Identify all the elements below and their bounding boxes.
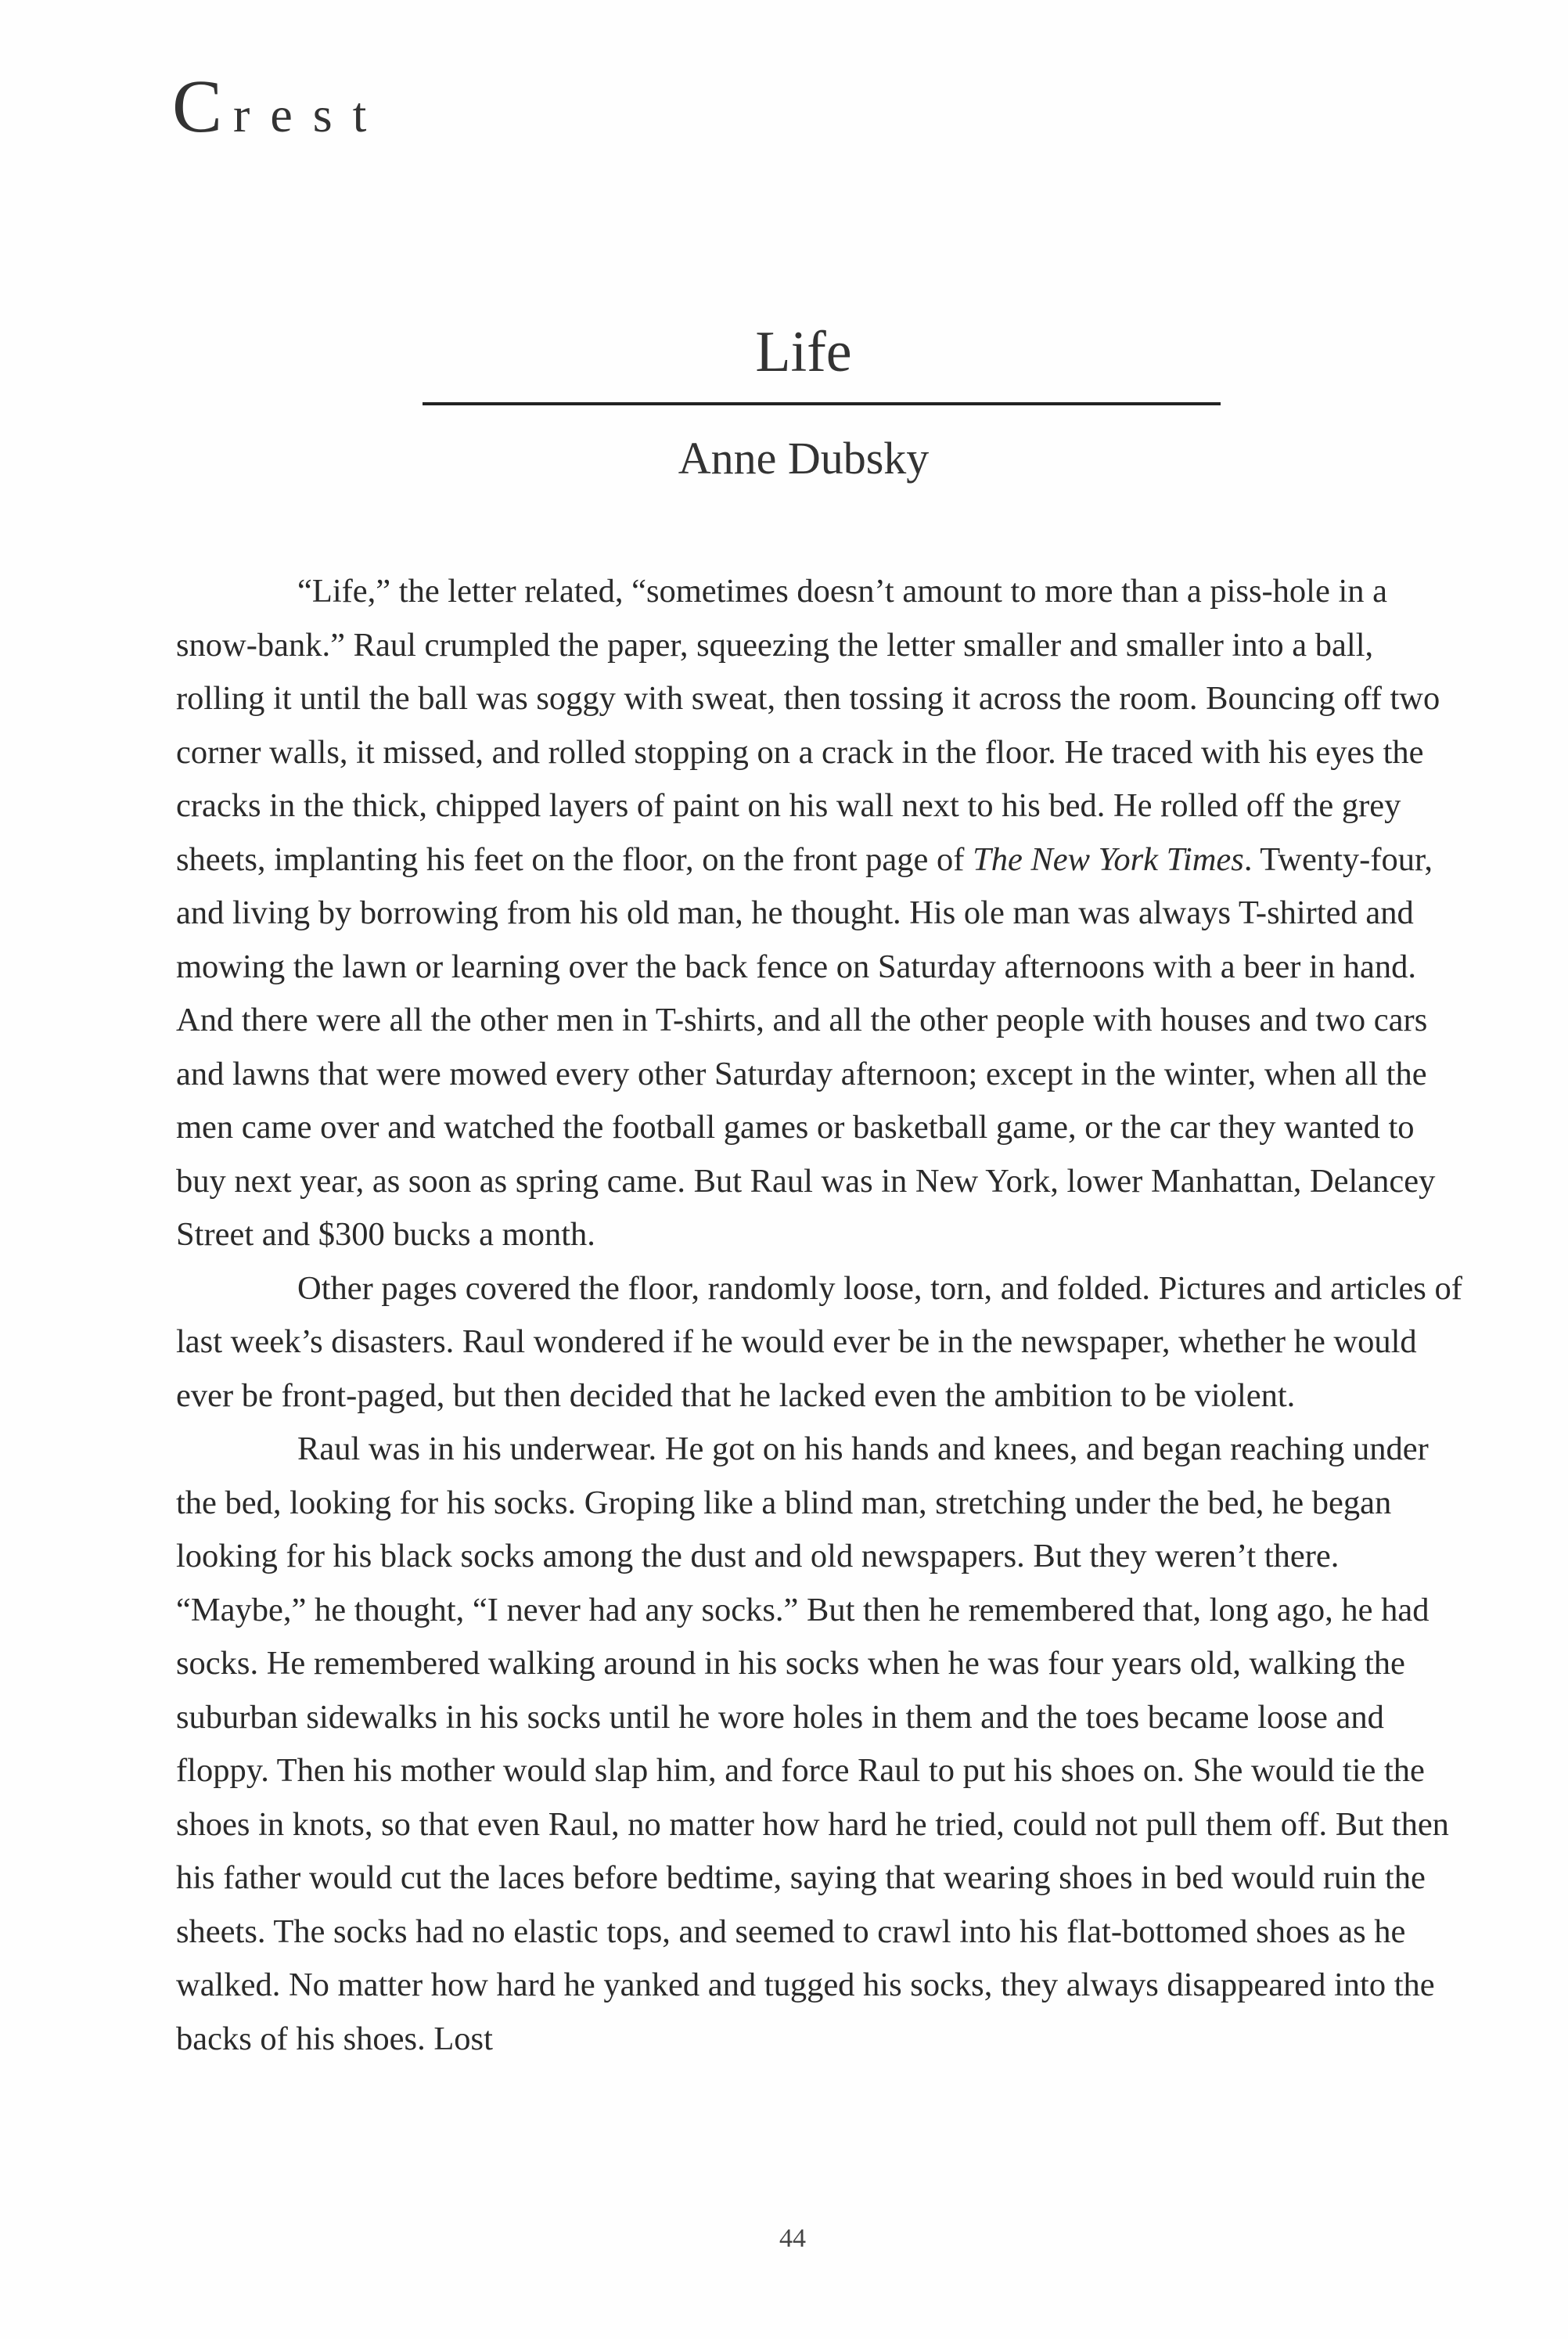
paragraph — [176, 565, 1467, 1262]
author-name: Anne Dubsky — [678, 433, 930, 484]
journal-title — [172, 63, 387, 149]
story-title: Life — [755, 320, 852, 384]
paragraph: Other pages covered the floor, randomly loose, torn, and folded. Pictures and articles of last week’s disasters. Raul wondered if he would ever be in the newspaper, whether he would ever be front-paged, but then decided that he lacked even the ambition to be violent. — [176, 1269, 1462, 1414]
story-body — [176, 565, 1467, 2066]
title-divider — [423, 402, 1221, 405]
newspaper-title: The New York Times — [973, 840, 1244, 878]
paragraph-1-text-a: “Life,” the letter related, “sometimes doesn’t amount to more than a piss-hole in a snow-bank.” Raul crumpled the paper, squeezing the letter smaller and smaller into a ball, rolling it until the ball was soggy with sweat, then tossing it across the room. Bouncing off two corner walls, it missed, and rolled stopping on a crack in the floor. He traced with his eyes the cracks in the thick, chipped layers of paint on his wall next to his bed. He rolled off the grey sheets, implanting his feet on the floor, on the front page of — [176, 573, 1440, 878]
journal-title-initial: C — [172, 64, 228, 148]
paragraph-1-text-b: . Twenty-four, and living by borrowing from his old man, he thought. His ole man was always T-shirted and mowing the lawn or learning over the back fence on Saturday afternoons with a beer in hand. And there were all the other men in T-shirts, and all the other people with houses and two cars and lawns that were mowed every other Saturday afternoon; except in the winter, when all the men came over and watched the football games or basketball game, or the car they wanted to buy next year, as soon as spring came. But Raul was in New York, lower Manhattan, Delancey Street and $300 bucks a month. — [176, 840, 1436, 1253]
journal-title-rest: rest — [233, 87, 387, 142]
paragraph: Raul was in his underwear. He got on his hands and knees, and began reaching under the bed, looking for his socks. Groping like a blind man, stretching under the bed, he began looking for his black socks among the dust and old newspapers. But they weren’t there. “Maybe,” he thought, “I never had any socks.” But then he remembered that, long ago, he had socks. He remembered walking around in his socks when he was four years old, walking the suburban sidewalks in his socks until he wore holes in them and the toes became loose and floppy. Then his mother would slap him, and force Raul to put his shoes on. She would tie the shoes in knots, so that even Raul, no matter how hard he tried, could not pull them off. But then his father would cut the laces before bedtime, saying that wearing shoes in bed would ruin the sheets. The socks had no elastic tops, and seemed to crawl into his flat-bottomed shoes as he walked. No matter how hard he yanked and tugged his socks, they always disappeared into the backs of his shoes. Lost — [176, 1430, 1449, 2057]
page-number: 44 — [779, 2224, 806, 2253]
